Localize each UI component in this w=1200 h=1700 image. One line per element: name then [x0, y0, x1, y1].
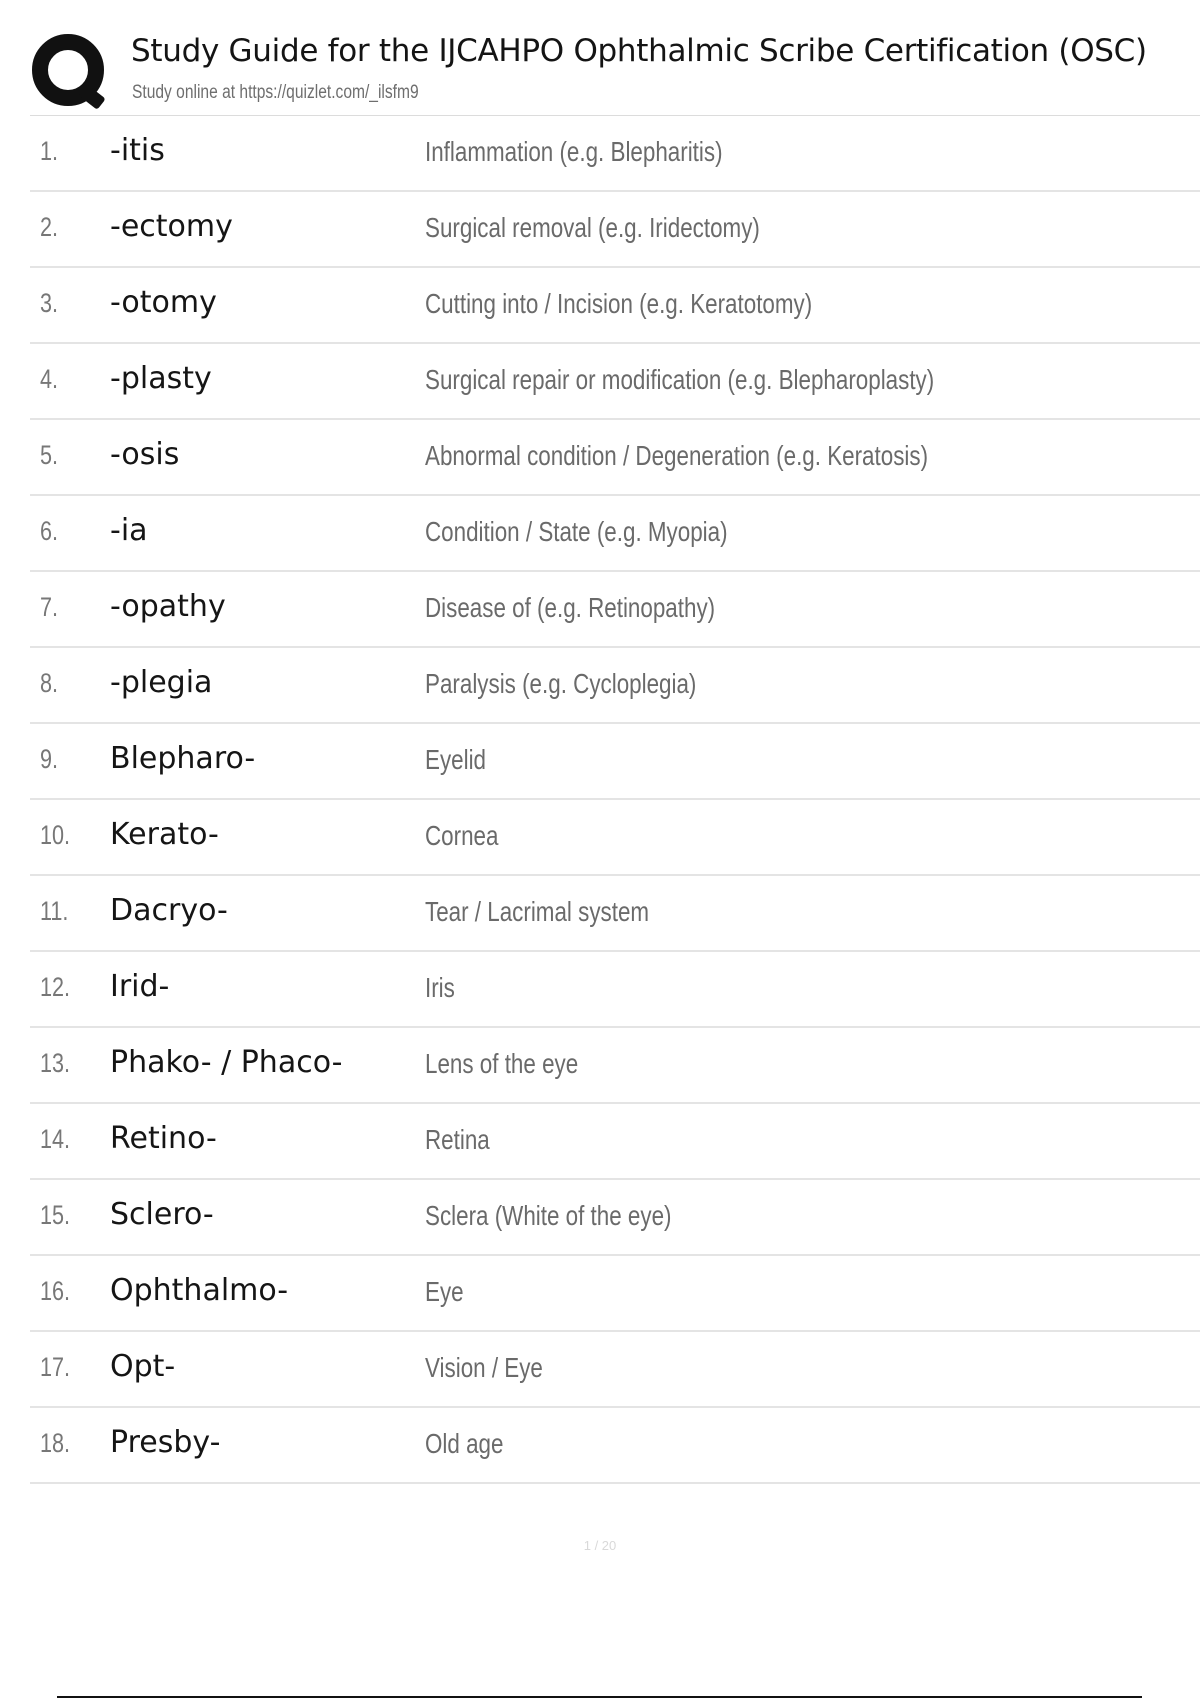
term-row — [30, 876, 1200, 952]
term-word: -otomy — [110, 285, 217, 320]
term-row — [30, 420, 1200, 496]
term-row — [30, 1180, 1200, 1256]
term-number: 5. — [40, 440, 59, 470]
term-row — [30, 1408, 1200, 1484]
page-header — [30, 28, 1200, 116]
term-number: 2. — [40, 212, 59, 242]
term-row — [30, 1256, 1200, 1332]
term-list — [30, 116, 1200, 1484]
term-row — [30, 724, 1200, 800]
term-number: 4. — [40, 364, 59, 394]
term-word: -plasty — [110, 361, 212, 396]
term-word: Kerato- — [110, 817, 219, 852]
term-number: 16. — [40, 1276, 71, 1306]
term-definition: Iris — [425, 972, 455, 1003]
term-word: Blepharo- — [110, 741, 256, 776]
page-number: 1 / 20 — [583, 1538, 617, 1553]
term-number: 18. — [40, 1428, 71, 1458]
term-definition: Lens of the eye — [425, 1048, 579, 1079]
term-word: -itis — [110, 133, 165, 168]
term-word: Phako- / Phaco- — [110, 1045, 343, 1080]
term-definition: Old age — [425, 1428, 504, 1459]
term-word: Irid- — [110, 969, 170, 1004]
term-word: -ia — [110, 513, 148, 548]
term-row — [30, 1332, 1200, 1408]
term-definition: Eye — [425, 1276, 464, 1307]
term-number: 3. — [40, 288, 59, 318]
term-number: 15. — [40, 1200, 71, 1230]
term-number: 6. — [40, 516, 59, 546]
term-number: 14. — [40, 1124, 71, 1154]
term-number: 8. — [40, 668, 59, 698]
term-row — [30, 496, 1200, 572]
term-number: 7. — [40, 592, 59, 622]
term-number: 12. — [40, 972, 71, 1002]
term-word: -opathy — [110, 589, 226, 624]
term-word: Dacryo- — [110, 893, 228, 928]
term-word: Opt- — [110, 1349, 176, 1384]
term-definition: Surgical repair or modification (e.g. Blepharoplasty) — [425, 364, 935, 395]
term-word: Retino- — [110, 1121, 217, 1156]
quizlet-logo-icon — [30, 32, 110, 112]
term-definition: Disease of (e.g. Retinopathy) — [425, 592, 716, 623]
term-definition: Eyelid — [425, 744, 487, 775]
term-word: -ectomy — [110, 209, 233, 244]
term-word: -osis — [110, 437, 180, 472]
term-number: 11. — [40, 896, 69, 926]
term-number: 17. — [40, 1352, 71, 1382]
term-row — [30, 192, 1200, 268]
term-row — [30, 800, 1200, 876]
study-online-link-text: Study online at https://quizlet.com/_ilsfm9 — [132, 82, 419, 103]
term-definition: Cornea — [425, 820, 499, 851]
term-row — [30, 572, 1200, 648]
term-row — [30, 116, 1200, 192]
term-number: 1. — [40, 136, 59, 166]
term-definition: Inflammation (e.g. Blepharitis) — [425, 136, 723, 167]
page-title: Study Guide for the IJCAHPO Ophthalmic Scribe Certification (OSC) — [131, 33, 1147, 69]
footer-divider — [57, 1696, 1142, 1698]
term-number: 10. — [40, 820, 71, 850]
term-row — [30, 648, 1200, 724]
term-row — [30, 268, 1200, 344]
term-definition: Abnormal condition / Degeneration (e.g. Keratosis) — [425, 440, 929, 471]
term-row — [30, 952, 1200, 1028]
term-definition: Vision / Eye — [425, 1352, 543, 1383]
term-word: Ophthalmo- — [110, 1273, 289, 1308]
term-definition: Retina — [425, 1124, 490, 1155]
term-definition: Tear / Lacrimal system — [425, 896, 650, 927]
term-row — [30, 344, 1200, 420]
term-word: Presby- — [110, 1425, 221, 1460]
term-number: 13. — [40, 1048, 71, 1078]
term-number: 9. — [40, 744, 59, 774]
term-definition: Paralysis (e.g. Cycloplegia) — [425, 668, 697, 699]
term-word: Sclero- — [110, 1197, 214, 1232]
term-definition: Condition / State (e.g. Myopia) — [425, 516, 728, 547]
term-row — [30, 1104, 1200, 1180]
term-definition: Sclera (White of the eye) — [425, 1200, 672, 1231]
term-definition: Cutting into / Incision (e.g. Keratotomy) — [425, 288, 813, 319]
term-definition: Surgical removal (e.g. Iridectomy) — [425, 212, 760, 243]
term-word: -plegia — [110, 665, 213, 700]
term-row — [30, 1028, 1200, 1104]
